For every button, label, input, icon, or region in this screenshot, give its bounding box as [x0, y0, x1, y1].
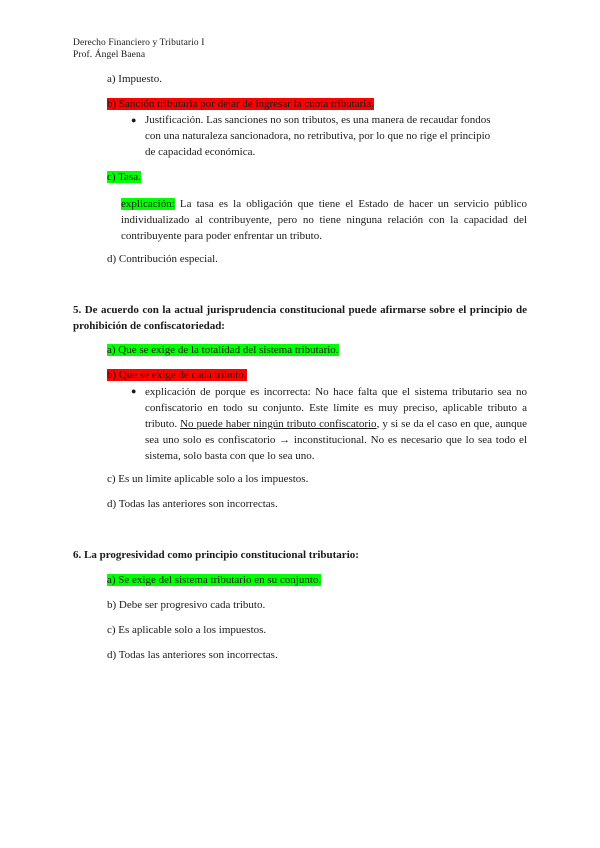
header-professor: Prof. Ángel Baena	[73, 50, 146, 60]
bullet-icon: ●	[131, 386, 137, 396]
q5-option-b	[107, 368, 247, 383]
q4-option-c-note: explicación: La tasa es la obligación que tiene el Estado de hacer un servicio público individualizado al contribuyente, pero no tiene ninguna relación con la capacidad del contribuyente para poder enfrentar un tributo.	[121, 198, 528, 242]
q4-option-c	[107, 170, 141, 185]
header-course: Derecho Financiero y Tributario I	[73, 38, 205, 48]
bullet-icon: ●	[131, 115, 137, 125]
q6-question: 6. La progresividad como principio constitucional tributario:	[73, 549, 359, 561]
q4-option-d: d) Contribución especial.	[107, 253, 218, 265]
q5-option-b-note: explicación de porque es incorrecta: No hace falta que el sistema tributario sea no confiscatorio en todo su conjunto. Este límite es muy preciso, aplicable tributo a tributo. No puede haber ningún tributo confiscatorio, y si se da el caso en que, aunque sea uno solo es confiscatorio → inconstitucional. No es necesario que lo sea todo el sistema, solo basta con que lo sea uno.	[145, 386, 528, 462]
q4-option-b-note-line: de capacidad económica.	[145, 146, 256, 158]
q4-option-c-text: c) Tasa.	[107, 171, 141, 183]
q4-option-b-text: b) Sanción tributaria por dejar de ingresar la cuota tributaria.	[107, 98, 374, 110]
q4-option-a: a) Impuesto.	[107, 73, 162, 85]
q6-option-a-text: a) Se exige del sistema tributario en su conjunto.	[107, 574, 322, 586]
q5-option-a-text: a) Que se exige de la totalidad del sistema tributario.	[107, 344, 339, 356]
q6-option-a	[107, 573, 321, 588]
q5-question: 5. De acuerdo con la actual jurisprudencia constitucional puede afirmarse sobre el principio de prohibición de confiscatoriedad:	[73, 304, 527, 332]
q4-option-b-note-line: con una naturaleza sancionadora, no retributiva, por lo que no rige el principio	[145, 130, 491, 142]
q5-option-d: d) Todas las anteriores son incorrectas.	[107, 498, 278, 510]
q5-underlined-phrase: No puede haber ningún tributo confiscatorio	[180, 418, 377, 430]
q4-option-b-note-line: Justificación. Las sanciones no son tributos, es una manera de recaudar fondos	[145, 114, 491, 126]
q6-option-c: c) Es aplicable solo a los impuestos.	[107, 624, 267, 636]
q5-option-b-text: b) Que se exige de cada tributo.	[107, 369, 247, 381]
q6-option-b: b) Debe ser progresivo cada tributo.	[107, 599, 266, 611]
q5-option-a	[107, 343, 339, 358]
q6-option-d: d) Todas las anteriores son incorrectas.	[107, 649, 278, 661]
q4-option-b	[107, 97, 374, 112]
q5-option-c: c) Es un límite aplicable solo a los impuestos.	[107, 473, 309, 485]
q4-option-c-note-label: explicación:	[121, 198, 175, 210]
